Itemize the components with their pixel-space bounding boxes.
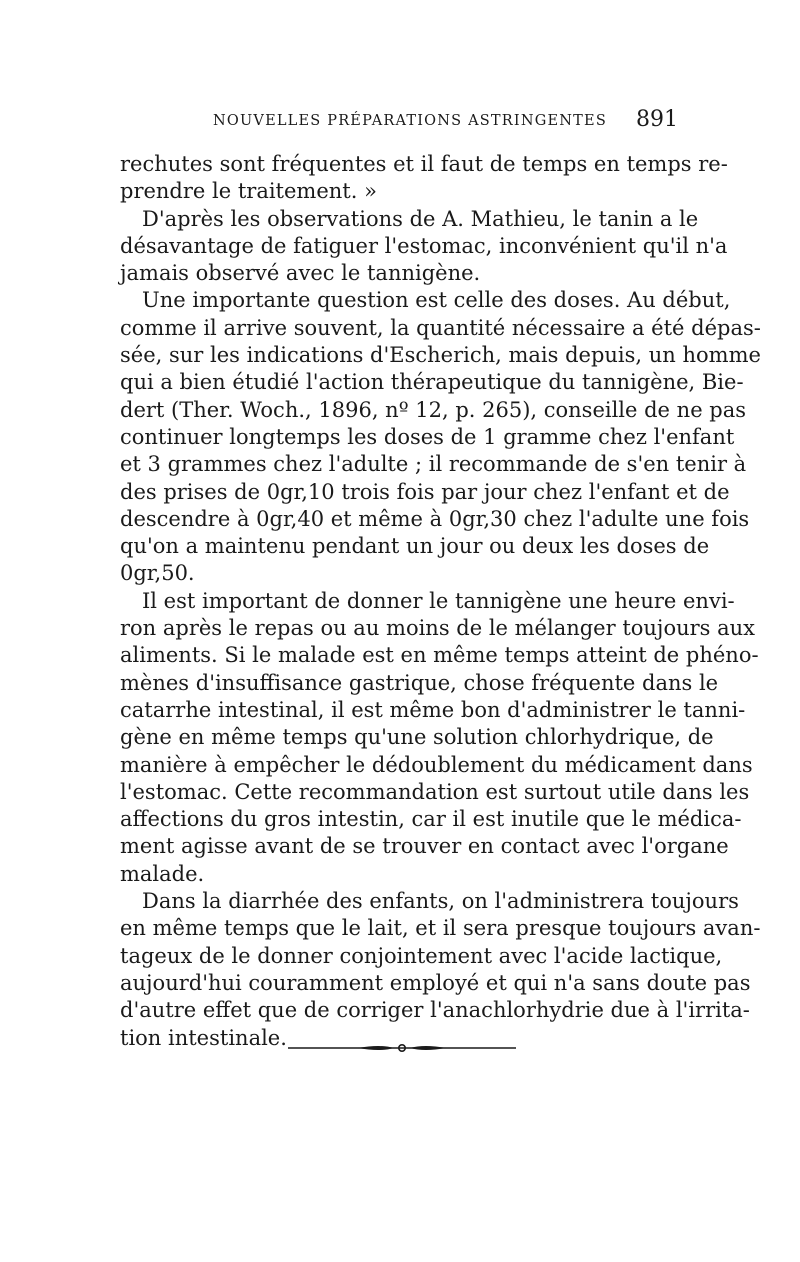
text-line: sée, sur les indications d'Escherich, mais depuis, un homme bbox=[120, 343, 761, 368]
text-line: aujourd'hui couramment employé et qui n'a sans doute pas bbox=[120, 970, 751, 995]
text-line: jamais observé avec le tannigène. bbox=[120, 261, 481, 286]
text-line: ment agisse avant de se trouver en contact avec l'organe bbox=[120, 834, 729, 859]
text-line: Dans la diarrhée des enfants, on l'administrera toujours bbox=[142, 889, 739, 914]
paragraph bbox=[120, 588, 759, 888]
text-line: ron après le repas ou au moins de le mélanger toujours aux bbox=[120, 616, 755, 641]
text-line: D'après les observations de A. Mathieu, le tanin a le bbox=[142, 206, 699, 231]
text-line: descendre à 0gr,40 et même à 0gr,30 chez l'adulte une fois bbox=[120, 506, 750, 531]
text-line: affections du gros intestin, car il est inutile que le médica- bbox=[120, 807, 742, 832]
body-text bbox=[120, 151, 761, 1052]
paragraph bbox=[120, 287, 761, 587]
paragraph bbox=[120, 888, 761, 1052]
text-line: catarrhe intestinal, il est même bon d'administrer le tanni- bbox=[120, 697, 746, 722]
text-line: 0gr,50. bbox=[120, 561, 195, 586]
text-line: aliments. Si le malade est en même temps atteint de phéno- bbox=[120, 643, 759, 668]
text-line: gène en même temps qu'une solution chlorhydrique, de bbox=[120, 725, 714, 750]
text-line: malade. bbox=[120, 861, 205, 886]
text-line: manière à empêcher le dédoublement du médicament dans bbox=[120, 752, 753, 777]
text-line: mènes d'insuffisance gastrique, chose fréquente dans le bbox=[120, 670, 719, 695]
text-line: dert (Ther. Woch., 1896, nº 12, p. 265), conseille de ne pas bbox=[120, 397, 747, 422]
text-line: continuer longtemps les doses de 1 gramme chez l'enfant bbox=[120, 424, 735, 449]
text-line: Il est important de donner le tannigène une heure envi- bbox=[142, 588, 735, 613]
text-line: qu'on a maintenu pendant un jour ou deux les doses de bbox=[120, 534, 710, 559]
text-line: désavantage de fatiguer l'estomac, inconvénient qu'il n'a bbox=[120, 233, 728, 258]
text-line: d'autre effet que de corriger l'anachlorhydrie due à l'irrita- bbox=[120, 998, 750, 1023]
text-line: rechutes sont fréquentes et il faut de temps en temps re- bbox=[120, 152, 728, 176]
tailpiece-rule-icon bbox=[288, 1040, 516, 1056]
running-head bbox=[120, 107, 680, 137]
text-line: prendre le traitement. » bbox=[120, 179, 377, 204]
text-line: et 3 grammes chez l'adulte ; il recommande de s'en tenir à bbox=[120, 452, 747, 477]
paragraph bbox=[120, 206, 728, 288]
text-line: tion intestinale. bbox=[120, 1025, 287, 1050]
text-line: Une importante question est celle des doses. Au début, bbox=[142, 288, 731, 313]
text-line: l'estomac. Cette recommandation est surtout utile dans les bbox=[120, 779, 750, 804]
page-number: 891 bbox=[636, 107, 678, 132]
text-line: en même temps que le lait, et il sera presque toujours avan- bbox=[120, 916, 761, 941]
text-line: des prises de 0gr,10 trois fois par jour chez l'enfant et de bbox=[120, 479, 730, 504]
paragraph bbox=[120, 151, 728, 206]
text-line: qui a bien étudié l'action thérapeutique du tannigène, Bie- bbox=[120, 370, 744, 395]
running-title: NOUVELLES PRÉPARATIONS ASTRINGENTES bbox=[213, 113, 607, 129]
text-line: comme il arrive souvent, la quantité nécessaire a été dépas- bbox=[120, 315, 761, 340]
text-line: tageux de le donner conjointement avec l'acide lactique, bbox=[120, 943, 723, 968]
